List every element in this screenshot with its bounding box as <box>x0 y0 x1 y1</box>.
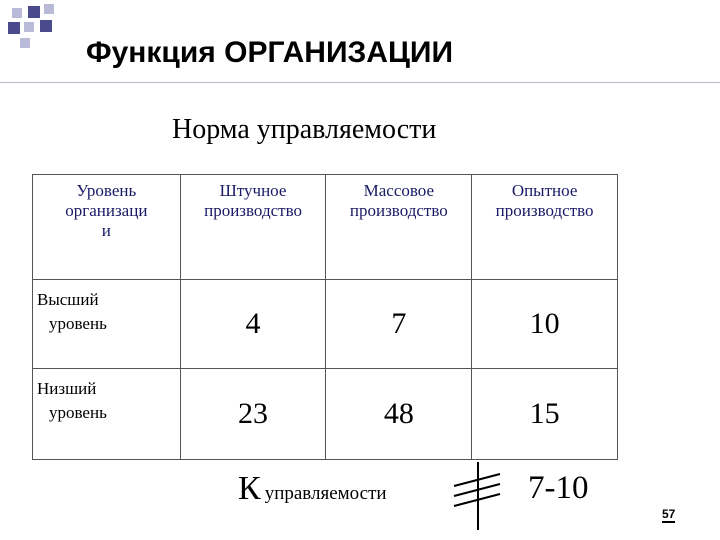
table-cell: 4 <box>180 280 326 369</box>
row-label-lower-level: Низший уровень <box>33 369 181 460</box>
coefficient-symbol: К <box>238 470 261 507</box>
coefficient-subscript: управляемости <box>264 483 387 504</box>
decor-square <box>8 22 20 34</box>
decor-square <box>20 38 30 48</box>
header-mass-production: Массовое производство <box>326 175 472 280</box>
table-header-row <box>33 175 618 280</box>
decor-square <box>28 6 40 18</box>
title-divider <box>0 82 720 83</box>
table-cell: 23 <box>180 369 326 460</box>
header-piece-production: Штучное производство <box>180 175 326 280</box>
decor-square <box>24 22 34 32</box>
decor-square <box>40 20 52 32</box>
slide-subtitle: Норма управляемости <box>172 114 437 145</box>
table-cell: 7 <box>326 280 472 369</box>
table-row <box>33 280 618 369</box>
row-label-top-level: Высший уровень <box>33 280 181 369</box>
table-row <box>33 369 618 460</box>
table-cell: 15 <box>472 369 618 460</box>
approximately-equal-icon <box>448 460 508 532</box>
decor-square <box>12 8 22 18</box>
span-of-control-table <box>32 174 618 460</box>
table-cell: 48 <box>326 369 472 460</box>
control-coefficient <box>238 470 387 508</box>
header-level: Уровень организаци и <box>33 175 181 280</box>
decor-square <box>44 4 54 14</box>
page-number: 57 <box>662 507 676 521</box>
table-cell: 10 <box>472 280 618 369</box>
coefficient-range: 7-10 <box>528 470 589 506</box>
slide-title: Функция ОРГАНИЗАЦИИ <box>86 36 454 69</box>
header-experimental-production: Опытное производство <box>472 175 618 280</box>
